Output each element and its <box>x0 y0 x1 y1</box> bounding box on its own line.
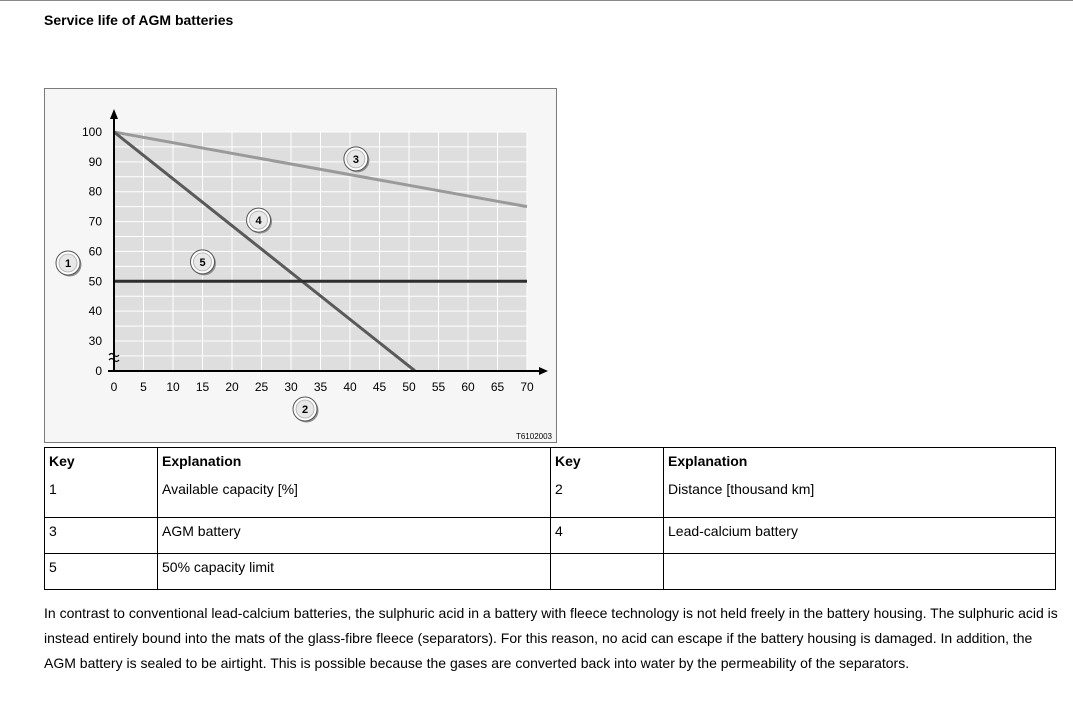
table-row <box>45 554 1056 590</box>
x-tick-label: 65 <box>490 380 505 394</box>
x-tick-label: 25 <box>254 380 269 394</box>
table-header-row <box>45 448 1056 481</box>
table-header-cell: Explanation <box>664 448 1056 481</box>
callout-label-4: 4 <box>255 215 262 228</box>
x-tick-label: 20 <box>225 380 239 394</box>
y-tick-label: 60 <box>88 244 102 259</box>
table-header-cell: Key <box>45 448 158 481</box>
capacity-chart <box>45 89 556 442</box>
table-cell: Lead-calcium battery <box>664 518 1056 554</box>
x-tick-label: 0 <box>110 380 118 394</box>
x-tick-label: 40 <box>343 380 357 394</box>
x-tick-label: 30 <box>284 380 298 394</box>
table-cell: 50% capacity limit <box>158 554 551 590</box>
x-tick-label: 5 <box>140 380 147 394</box>
table-cell <box>664 554 1056 590</box>
x-tick-label: 60 <box>461 380 475 394</box>
table-header-cell: Explanation <box>158 448 551 481</box>
body-paragraph: In contrast to conventional lead-calcium batteries, the sulphuric acid in a battery with fleece technology is not held freely in the battery housing. The sulphuric acid is instead entirely bound into the mats of the glass-fibre fleece (separators). For this reason, no acid can escape if the battery housing is damaged. In addition, the AGM battery is sealed to be airtight. This is possible because the gases are converted back into water by the permeability of the separators. <box>44 605 1058 671</box>
table-cell: 2 <box>551 480 664 518</box>
table-cell <box>551 554 664 590</box>
y-tick-label: 90 <box>88 154 102 169</box>
table-cell: Available capacity [%] <box>158 480 551 518</box>
key-table <box>44 447 1056 590</box>
table-row <box>45 480 1056 518</box>
x-axis-arrow <box>539 367 548 375</box>
table-row <box>45 518 1056 554</box>
y-tick-label: 100 <box>81 125 102 139</box>
x-tick-label: 35 <box>313 380 328 394</box>
table-cell: AGM battery <box>158 518 551 554</box>
callout-label-3: 3 <box>352 153 359 166</box>
y-tick-label: 80 <box>88 184 102 199</box>
y-tick-label: 70 <box>88 214 102 229</box>
y-tick-label: 0 <box>95 364 102 378</box>
top-rule <box>0 0 1073 1</box>
callout-label-1: 1 <box>64 258 72 270</box>
table-cell: 5 <box>45 554 158 590</box>
callout-label-2: 2 <box>301 404 309 416</box>
table-cell: 4 <box>551 518 664 554</box>
y-tick-label: 50 <box>88 274 102 289</box>
table-header-cell: Key <box>551 448 664 481</box>
capacity-chart-figure <box>44 88 557 443</box>
table-cell: 3 <box>45 518 158 554</box>
table-cell: Distance [thousand km] <box>664 480 1056 518</box>
figure-code: T6102003 <box>515 432 552 441</box>
x-tick-label: 10 <box>166 380 180 394</box>
x-tick-label: 70 <box>520 380 534 394</box>
x-tick-label: 50 <box>402 380 416 394</box>
y-tick-label: 30 <box>88 334 102 348</box>
x-tick-label: 55 <box>431 380 446 394</box>
x-tick-label: 45 <box>372 380 387 394</box>
y-axis-arrow <box>110 109 118 119</box>
callout-label-5: 5 <box>199 256 206 269</box>
table-cell: 1 <box>45 480 158 518</box>
page-title: Service life of AGM batteries <box>44 12 234 28</box>
y-tick-label: 40 <box>88 304 102 319</box>
x-tick-label: 15 <box>195 380 210 394</box>
